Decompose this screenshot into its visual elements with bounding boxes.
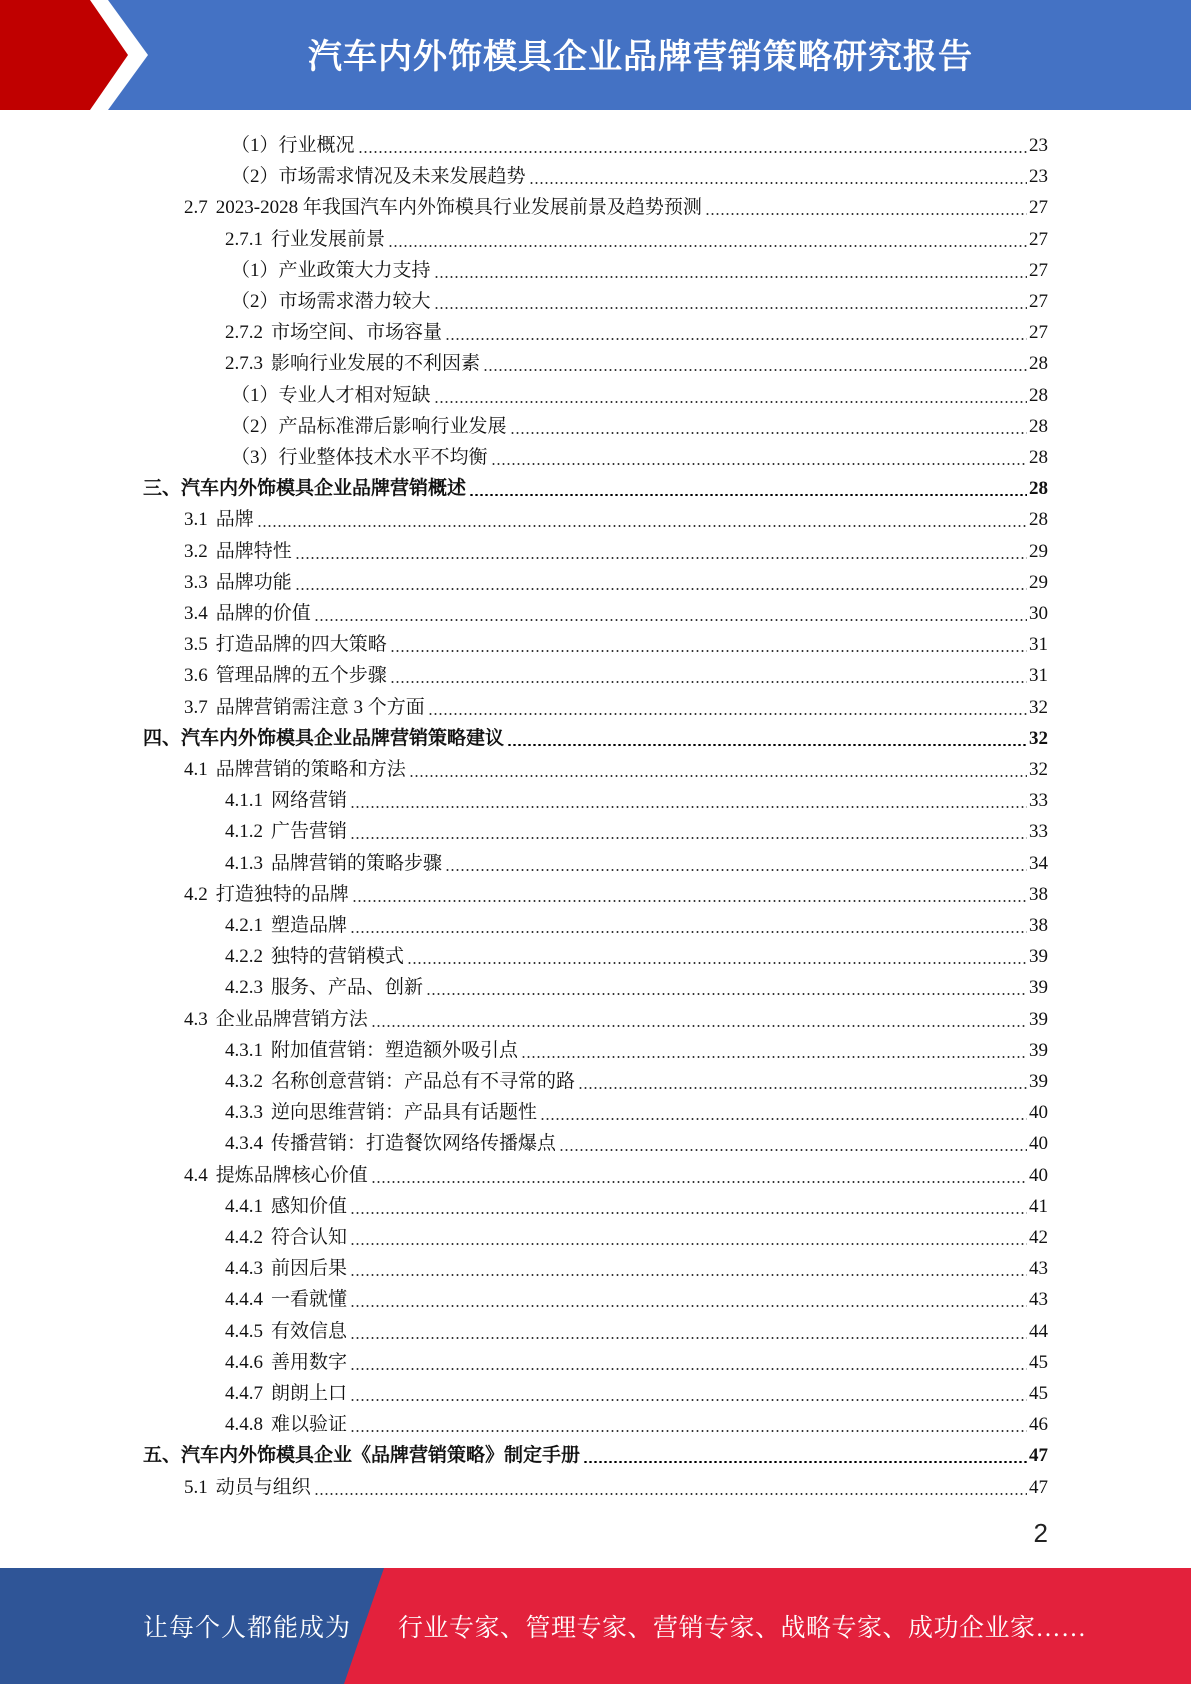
toc-entry-text: 动员与组织 (215, 1476, 311, 1498)
toc-entry[interactable] (184, 1001, 1048, 1032)
toc-entry-page: 46 (1029, 1414, 1048, 1436)
toc-entry-label (225, 1320, 347, 1344)
toc-entry[interactable] (231, 283, 1048, 314)
toc-entry-number: 4.4 (184, 1164, 208, 1186)
toc-entry-text: 行业整体技术水平不均衡 (278, 447, 488, 468)
toc-entry-number: 4.4.5 (225, 1320, 263, 1342)
toc-entry-label (225, 914, 347, 938)
toc-entry-text: 前因后果 (271, 1258, 348, 1280)
toc-entry[interactable] (143, 470, 1048, 501)
toc-entry-label (184, 196, 702, 220)
toc-dot-leader (314, 1493, 1027, 1495)
toc-entry-page: 31 (1029, 665, 1048, 687)
toc-entry-number: 3.6 (184, 665, 208, 687)
toc-dot-leader (352, 900, 1027, 902)
toc-entry-page: 23 (1029, 166, 1048, 188)
toc-entry-number: 4.4.1 (225, 1195, 263, 1217)
toc-entry-label (225, 1288, 347, 1312)
toc-entry-page: 28 (1029, 478, 1048, 500)
toc-entry-label (231, 384, 431, 408)
toc-entry-label (225, 976, 423, 1000)
toc-entry-number: （3） (231, 447, 279, 468)
toc-dot-leader (350, 1337, 1027, 1339)
toc-entry-number: 三、 (143, 478, 182, 500)
toc-dot-leader (529, 182, 1027, 184)
toc-entry-number: 4.3 (184, 1008, 208, 1030)
toc-entry[interactable] (184, 595, 1048, 626)
page-footer (0, 1568, 1191, 1684)
toc-entry-page: 27 (1029, 322, 1048, 344)
toc-entry-page: 39 (1029, 1008, 1048, 1030)
toc-entry-text: 品牌功能 (215, 571, 292, 593)
toc-dot-leader (350, 1274, 1027, 1276)
toc-dot-leader (409, 775, 1027, 777)
toc-entry[interactable] (184, 751, 1048, 782)
toc-dot-leader (507, 744, 1027, 746)
toc-entry-number: 4.3.2 (225, 1071, 263, 1092)
toc-dot-leader (434, 276, 1027, 278)
toc-entry-number: （2） (231, 291, 279, 312)
toc-entry-label (225, 1382, 347, 1406)
toc-entry-text: 名称创意营销：产品总有不寻常的路 (271, 1071, 576, 1092)
toc-entry-text: 品牌营销的策略和方法 (215, 759, 406, 780)
toc-dot-leader (483, 369, 1027, 371)
toc-entry-number: 4.1.1 (225, 790, 263, 812)
toc-entry[interactable] (184, 1157, 1048, 1188)
toc-dot-leader (371, 1181, 1027, 1183)
toc-entry-text: 感知价值 (271, 1195, 348, 1217)
toc-entry[interactable] (231, 377, 1048, 408)
toc-dot-leader (295, 588, 1027, 590)
toc-entry-number: 2.7.2 (225, 322, 263, 344)
footer-slogan-right: 行业专家、管理专家、营销专家、战略专家、成功企业家…… (398, 1615, 1087, 1642)
toc-entry-number: 4.4.7 (225, 1383, 263, 1404)
toc-entry-page: 39 (1029, 1071, 1048, 1092)
toc-entry-text: 难以验证 (271, 1414, 348, 1436)
toc-entry-label (225, 1101, 537, 1125)
toc-entry-text: 传播营销：打造餐饮网络传播爆点 (271, 1133, 557, 1155)
toc-entry-number: 2.7 (184, 197, 208, 219)
document-title: 汽车内外饰模具企业品牌营销策略研究报告 (308, 36, 973, 77)
toc-entry-page: 47 (1029, 1445, 1048, 1467)
toc-entry[interactable] (143, 1437, 1048, 1468)
toc-entry-text: 市场需求潜力较大 (278, 291, 431, 312)
toc-entry-label (184, 758, 406, 782)
toc-entry-number: 3.7 (184, 696, 208, 718)
toc-entry-label (225, 1039, 518, 1063)
toc-entry-text: 影响行业发展的不利因素 (271, 353, 481, 375)
toc-dot-leader (426, 993, 1027, 995)
toc-entry-text: 服务、产品、创新 (271, 977, 424, 999)
toc-entry-text: 产业政策大力支持 (278, 259, 431, 281)
toc-entry-label (225, 352, 480, 376)
toc-entry-page: 38 (1029, 883, 1048, 905)
toc-entry[interactable] (225, 1250, 1048, 1281)
toc-entry-text: 管理品牌的五个步骤 (215, 665, 387, 687)
toc-entry[interactable] (143, 720, 1048, 751)
toc-entry-text: 品牌营销的策略步骤 (271, 852, 443, 874)
toc-entry-page: 28 (1029, 509, 1048, 531)
toc-entry-page: 40 (1029, 1102, 1048, 1124)
toc-entry-page: 45 (1029, 1383, 1048, 1404)
toc-entry-number: 4.4.8 (225, 1414, 263, 1436)
toc-entry-page: 27 (1029, 197, 1048, 219)
toc-dot-leader (510, 432, 1027, 434)
toc-entry-text: 企业品牌营销方法 (215, 1008, 368, 1030)
toc-entry-number: （1） (231, 135, 279, 156)
toc-dot-leader (314, 619, 1027, 621)
toc-entry-text: 打造品牌的四大策略 (215, 634, 387, 656)
toc-entry-label (225, 228, 385, 252)
toc-dot-leader (491, 463, 1027, 465)
toc-entry-page: 32 (1029, 727, 1048, 749)
toc-entry[interactable] (184, 657, 1048, 688)
toc-dot-leader (295, 557, 1027, 559)
toc-entry-page: 39 (1029, 946, 1048, 968)
toc-dot-leader (428, 713, 1027, 715)
toc-entry[interactable] (225, 1313, 1048, 1344)
toc-entry[interactable] (225, 1344, 1048, 1375)
toc-dot-leader (371, 1025, 1027, 1027)
toc-entry-page: 33 (1029, 790, 1048, 812)
toc-dot-leader (583, 1461, 1027, 1463)
toc-entry[interactable] (225, 1094, 1048, 1125)
toc-entry-number: 4.1.3 (225, 852, 263, 874)
toc-entry-label (143, 727, 504, 751)
toc-entry-page: 23 (1029, 135, 1048, 156)
toc-dot-leader (407, 962, 1027, 964)
toc-entry-page: 33 (1029, 821, 1048, 843)
toc-entry-text: 品牌营销需注意 3 个方面 (215, 696, 425, 718)
toc-entry-text: 产品标准滞后影响行业发展 (278, 415, 507, 437)
toc-entry-label (231, 415, 507, 439)
toc-dot-leader (388, 245, 1027, 247)
toc-entry-page: 45 (1029, 1351, 1048, 1373)
toc-entry-text: 一看就懂 (271, 1289, 348, 1311)
toc-entry-text: 逆向思维营销：产品具有话题性 (271, 1102, 538, 1124)
toc-entry-label (184, 1008, 368, 1032)
toc-entry[interactable] (225, 1281, 1048, 1312)
toc-entry-number: 3.2 (184, 540, 208, 562)
toc-entry-label (225, 789, 347, 813)
toc-dot-leader (257, 525, 1027, 527)
toc-entry-text: 网络营销 (271, 790, 348, 812)
toc-entry-label (184, 696, 425, 720)
toc-entry[interactable] (225, 782, 1048, 813)
toc-dot-leader (434, 401, 1027, 403)
toc-entry-label (225, 1351, 347, 1375)
toc-dot-leader (540, 1118, 1027, 1120)
toc-entry-number: （2） (231, 415, 279, 437)
toc-entry-number: 2.7.3 (225, 353, 263, 375)
toc-dot-leader (469, 494, 1027, 496)
toc-entry[interactable] (231, 408, 1048, 439)
toc-entry[interactable] (231, 158, 1048, 189)
toc-entry-text: 汽车内外饰模具企业品牌营销概述 (181, 478, 467, 500)
toc-dot-leader (358, 151, 1027, 153)
toc-entry-label (231, 165, 526, 189)
toc-entry-page: 44 (1029, 1320, 1048, 1342)
toc-entry-label (231, 259, 431, 283)
toc-entry[interactable] (225, 314, 1048, 345)
toc-entry-page: 30 (1029, 603, 1048, 624)
toc-dot-leader (578, 1087, 1027, 1089)
toc-entry-number: 4.1.2 (225, 821, 263, 843)
toc-entry-page: 42 (1029, 1227, 1048, 1248)
toc-entry[interactable] (184, 876, 1048, 907)
toc-entry[interactable] (225, 1063, 1048, 1094)
toc-entry-text: 朗朗上口 (271, 1383, 348, 1404)
toc-entry-number: 3.1 (184, 509, 208, 531)
toc-entry-text: 行业发展前景 (271, 228, 386, 250)
toc-entry[interactable] (225, 969, 1048, 1000)
toc-entry-text: 品牌的价值 (215, 603, 311, 624)
toc-entry-number: 4.3.3 (225, 1102, 263, 1124)
toc-entry[interactable] (184, 626, 1048, 657)
toc-entry[interactable] (231, 127, 1048, 158)
toc-entry-page: 27 (1029, 228, 1048, 250)
toc-entry-number: （1） (231, 259, 279, 281)
toc-dot-leader (350, 1430, 1027, 1432)
toc-entry[interactable] (184, 1469, 1048, 1500)
toc-entry[interactable] (184, 501, 1048, 532)
toc-entry-text: 市场需求情况及未来发展趋势 (278, 166, 526, 188)
toc-entry-number: 3.5 (184, 634, 208, 656)
toc-entry[interactable] (225, 1125, 1048, 1156)
toc-entry[interactable] (184, 564, 1048, 595)
toc-entry[interactable] (225, 938, 1048, 969)
toc-entry-page: 34 (1029, 852, 1048, 874)
toc-entry-page: 47 (1029, 1476, 1048, 1498)
toc-entry-number: 5.1 (184, 1476, 208, 1498)
toc-entry-number: 3.3 (184, 571, 208, 593)
toc-entry-page: 39 (1029, 977, 1048, 999)
toc-entry-text: 行业概况 (278, 135, 355, 156)
toc-dot-leader (350, 837, 1027, 839)
toc-entry[interactable] (225, 1219, 1048, 1250)
toc-entry-label (184, 664, 387, 688)
toc-entry-label (184, 883, 349, 907)
toc-entry-page: 27 (1029, 291, 1048, 312)
toc-dot-leader (390, 650, 1027, 652)
toc-entry-label (184, 1164, 368, 1188)
toc-dot-leader (350, 1243, 1027, 1245)
toc-entry-text: 品牌特性 (215, 540, 292, 562)
page-header (0, 0, 1191, 110)
toc-entry-number: 4.2.3 (225, 977, 263, 999)
toc-entry-number: 4.4.2 (225, 1227, 263, 1248)
toc-entry-label (225, 820, 347, 844)
toc-entry-text: 附加值营销：塑造额外吸引点 (271, 1039, 519, 1061)
toc-entry-label (184, 540, 292, 564)
toc-entry-label (143, 477, 466, 501)
toc-entry[interactable] (184, 533, 1048, 564)
toc-entry-text: 提炼品牌核心价值 (215, 1164, 368, 1186)
toc-entry-page: 28 (1029, 353, 1048, 375)
toc-entry-page: 40 (1029, 1164, 1048, 1186)
footer-slogan-left: 让每个人都能成为 (143, 1615, 352, 1642)
toc-entry-label (225, 1132, 556, 1156)
toc-dot-leader (521, 1056, 1027, 1058)
toc-entry-number: 4.4.3 (225, 1258, 263, 1280)
toc-entry-page: 31 (1029, 634, 1048, 656)
toc-entry-label (225, 321, 442, 345)
toc-entry-number: 4.3.4 (225, 1133, 263, 1155)
toc-entry-text: 符合认知 (271, 1227, 348, 1248)
toc-entry[interactable] (184, 689, 1048, 720)
toc-entry-number: 4.3.1 (225, 1039, 263, 1061)
toc-entry-page: 40 (1029, 1133, 1048, 1155)
toc-dot-leader (350, 931, 1027, 933)
toc-entry[interactable] (225, 845, 1048, 876)
toc-entry-number: 4.1 (184, 759, 208, 780)
toc-entry[interactable] (225, 813, 1048, 844)
toc-entry-number: 4.2.2 (225, 946, 263, 968)
toc-entry[interactable] (184, 189, 1048, 220)
toc-entry-text: 打造独特的品牌 (215, 883, 349, 905)
toc-dot-leader (350, 1368, 1027, 1370)
toc-entry-text: 品牌 (215, 509, 254, 531)
toc-entry[interactable] (225, 1406, 1048, 1437)
toc-entry-label (225, 1195, 347, 1219)
toc-entry-label (231, 446, 488, 470)
toc-entry-number: 4.4.6 (225, 1351, 263, 1373)
toc-entry-page: 28 (1029, 447, 1048, 468)
toc-entry-number: 3.4 (184, 603, 208, 624)
toc-entry-text: 专业人才相对短缺 (278, 384, 431, 406)
toc-entry-text: 广告营销 (271, 821, 348, 843)
toc-entry-page: 28 (1029, 415, 1048, 437)
toc-entry-text: 汽车内外饰模具企业《品牌营销策略》制定手册 (181, 1445, 581, 1467)
page-number: 2 (1033, 1518, 1048, 1548)
toc-entry-label (184, 602, 311, 626)
toc-entry-page: 28 (1029, 384, 1048, 406)
toc-entry[interactable] (231, 252, 1048, 283)
toc-dot-leader (350, 1399, 1027, 1401)
toc-entry-number: 五、 (143, 1445, 182, 1467)
toc-dot-leader (350, 1212, 1027, 1214)
toc-entry-text: 有效信息 (271, 1320, 348, 1342)
toc-entry-label (231, 134, 355, 158)
toc-entry-text: 善用数字 (271, 1351, 348, 1373)
toc-entry[interactable] (231, 439, 1048, 470)
toc-entry-number: （2） (231, 166, 279, 188)
toc-entry-label (225, 1226, 347, 1250)
toc-entry-page: 38 (1029, 915, 1048, 936)
toc-entry-label (225, 945, 404, 969)
toc-entry[interactable] (225, 345, 1048, 376)
toc-entry-number: （1） (231, 384, 279, 406)
toc-entry-label (225, 1070, 575, 1094)
toc-entry-text: 塑造品牌 (271, 915, 348, 936)
toc-entry-number: 4.2.1 (225, 915, 263, 936)
toc-entry-page: 32 (1029, 759, 1048, 780)
toc-entry-page: 27 (1029, 259, 1048, 281)
toc-entry-text: 市场空间、市场容量 (271, 322, 443, 344)
toc-dot-leader (390, 681, 1027, 683)
toc-entry-label (231, 290, 431, 314)
toc-entry-page: 32 (1029, 696, 1048, 718)
toc-entry[interactable] (225, 1032, 1048, 1063)
toc-entry-label (225, 852, 442, 876)
toc-entry[interactable] (225, 221, 1048, 252)
toc-entry-label (225, 1257, 347, 1281)
toc-dot-leader (350, 1305, 1027, 1307)
toc-dot-leader (559, 1149, 1027, 1151)
toc-entry-page: 41 (1029, 1195, 1048, 1217)
toc-entry-text: 汽车内外饰模具企业品牌营销策略建议 (181, 727, 505, 749)
toc-entry-number: 4.4.4 (225, 1289, 263, 1311)
toc-entry-label (184, 571, 292, 595)
toc-entry-label (184, 633, 387, 657)
toc-entry-page: 29 (1029, 571, 1048, 593)
toc-dot-leader (445, 869, 1027, 871)
toc-entry-text: 独特的营销模式 (271, 946, 405, 968)
toc-entry-number: 四、 (143, 727, 182, 749)
toc-entry[interactable] (225, 1375, 1048, 1406)
toc-entry-page: 39 (1029, 1039, 1048, 1061)
toc-dot-leader (434, 307, 1027, 309)
toc-entry-number: 2.7.1 (225, 228, 263, 250)
toc-entry-page: 29 (1029, 540, 1048, 562)
toc-entry-label (184, 1476, 311, 1500)
toc-dot-leader (350, 806, 1027, 808)
toc-entry-number: 4.2 (184, 883, 208, 905)
toc-entry-page: 43 (1029, 1258, 1048, 1280)
toc-dot-leader (705, 213, 1027, 215)
toc-entry-page: 43 (1029, 1289, 1048, 1311)
toc-entry-label (225, 1413, 347, 1437)
toc-entry-label (184, 508, 254, 532)
toc-entry[interactable] (225, 1188, 1048, 1219)
toc-dot-leader (445, 338, 1027, 340)
toc-entry[interactable] (225, 907, 1048, 938)
toc-entry-label (143, 1444, 580, 1468)
toc-entry-text: 2023-2028 年我国汽车内外饰模具行业发展前景及趋势预测 (215, 197, 702, 219)
